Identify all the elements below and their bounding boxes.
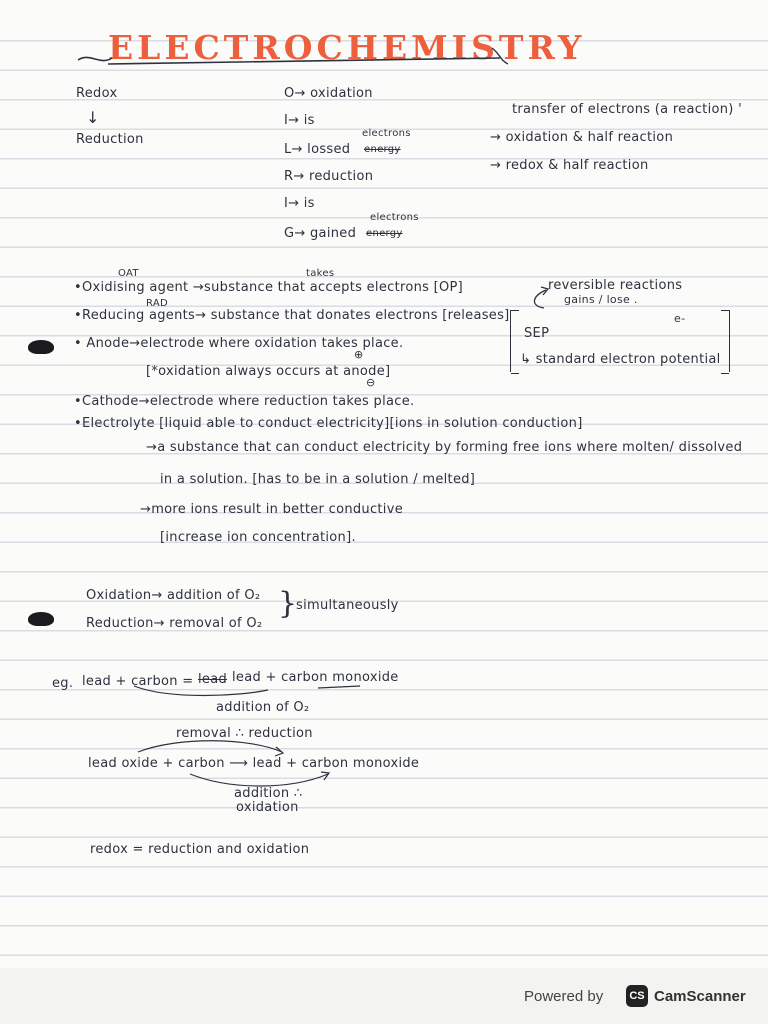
minus-sign-icon: ⊖ (366, 376, 376, 389)
page-title: ELECTROCHEMISTRY (108, 28, 586, 67)
redox-summary: redox = reduction and oxidation (90, 842, 310, 857)
oilrig-i2: I→ is (284, 196, 315, 211)
reversible-reactions-line1: reversible reactions (548, 278, 683, 293)
example1-products: lead + carbon monoxide (232, 670, 399, 685)
example-label: eg. (52, 676, 74, 691)
oilrig-g-struck: energy (366, 228, 403, 239)
punch-hole-upper (28, 340, 54, 354)
transfer-note: transfer of electrons (a reaction) ' (512, 102, 742, 117)
camscanner-brand: CamScanner (654, 988, 746, 1005)
electron-symbol: e- (674, 312, 686, 325)
electrolyte-definition: •Electrolyte [liquid able to conduct electricity][ions in solution conduction] (74, 416, 583, 431)
redox-label: Redox (76, 86, 118, 101)
down-arrow-icon: ↓ (86, 108, 100, 127)
reducing-agent-definition: •Reducing agents→ substance that donates electrons [releases] (74, 308, 510, 323)
oilrig-l-struck: energy (364, 144, 401, 155)
example1-note: addition of O₂ (216, 700, 310, 715)
oilrig-g-above: electrons (370, 212, 419, 223)
anode-definition: • Anode→electrode where oxidation takes place. (74, 336, 404, 351)
sep-label: SEP (524, 326, 550, 341)
example2-bottom-note2: oxidation (236, 800, 299, 815)
sep-full-name: ↳ standard electron potential (520, 352, 721, 367)
oat-label: OAT (118, 268, 139, 279)
cathode-definition: •Cathode→electrode where reduction takes place. (74, 394, 415, 409)
reduction-label: Reduction (76, 132, 144, 147)
more-ions-line1: →more ions result in better conductive (140, 502, 404, 517)
camscanner-logo-icon: CS (626, 985, 648, 1007)
reduction-o2: Reduction→ removal of O₂ (86, 616, 263, 631)
oilrig-i1: I→ is (284, 113, 315, 128)
plus-sign-icon: ⊕ (354, 348, 364, 361)
right-brace-icon: } (278, 586, 298, 621)
takes-note: takes (306, 268, 335, 279)
anode-note: [*oxidation always occurs at anode] (146, 364, 391, 379)
example2-top-note: removal ∴ reduction (176, 726, 313, 741)
example1-struck-word: lead (198, 672, 228, 687)
more-ions-line2: [increase ion concentration]. (160, 530, 356, 545)
electrolyte-definition-line1: →a substance that can conduct electricity by forming free ions where molten/ dissolved (146, 440, 743, 455)
oxidation-half-note: → oxidation & half reaction (490, 130, 674, 145)
example2-equation: lead oxide + carbon ⟶ lead + carbon monoxide (88, 756, 420, 771)
simultaneously-note: simultaneously (296, 598, 399, 613)
oxidation-o2: Oxidation→ addition of O₂ (86, 588, 261, 603)
oilrig-g: G→ gained (284, 226, 357, 241)
oilrig-r: R→ reduction (284, 169, 374, 184)
oilrig-l-above: electrons (362, 128, 411, 139)
redox-half-note: → redox & half reaction (490, 158, 649, 173)
oxidising-agent-definition: •Oxidising agent →substance that accepts electrons [OP] (74, 280, 464, 295)
example1-reactants: lead + carbon = (82, 674, 194, 689)
scanner-footer (0, 968, 768, 1024)
powered-by-text: Powered by (524, 988, 604, 1005)
oilrig-o: O→ oxidation (284, 86, 373, 101)
punch-hole-lower (28, 612, 54, 626)
electrolyte-definition-line2: in a solution. [has to be in a solution / melted] (160, 472, 476, 487)
reversible-reactions-line2: gains / lose . (564, 293, 638, 306)
rad-label: RAD (146, 298, 168, 309)
oilrig-l: L→ lossed (284, 142, 351, 157)
example2-bottom-note1: addition ∴ (234, 786, 303, 801)
